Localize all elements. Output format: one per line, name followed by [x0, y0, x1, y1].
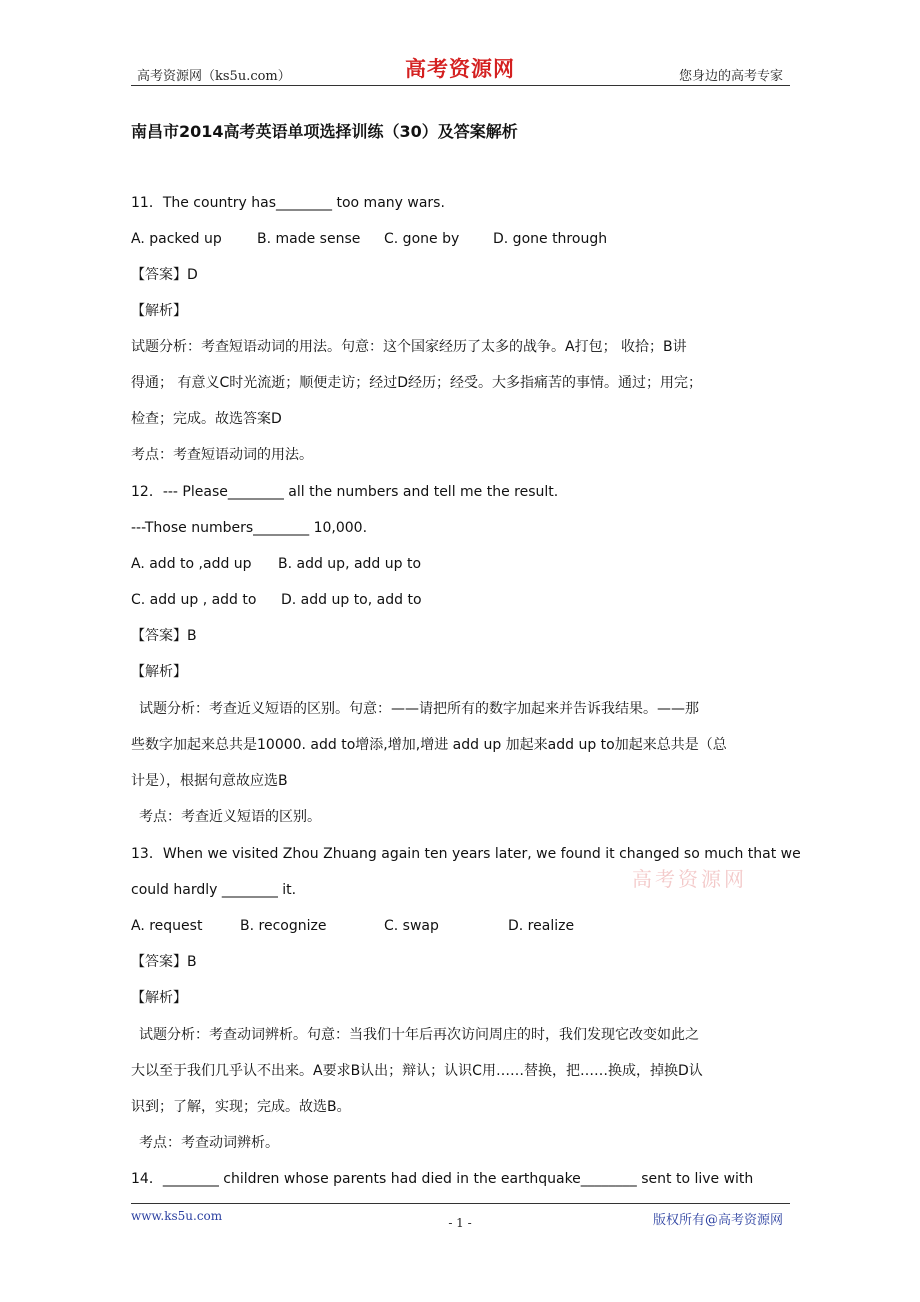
q13-answer: 【答案】B — [131, 954, 197, 970]
document-title: 南昌市2014高考英语单项选择训练（30）及答案解析 — [131, 122, 518, 141]
footer-copyright: 版权所有@高考资源网 — [652, 1213, 783, 1228]
header-slogan: 您身边的高考专家 — [678, 69, 783, 84]
q11-analysis-line: 检查；完成。故选答案D — [131, 411, 282, 427]
q12-answer: 【答案】B — [131, 628, 197, 644]
header-divider — [131, 85, 790, 86]
q13-analysis-line: 识到；了解，实现；完成。故选B。 — [131, 1099, 351, 1115]
q12-analysis-line: 些数字加起来总共是10000. add to增添,增加,增进 add up 加起来add up to加起来总共是（总 — [131, 737, 727, 753]
q11-stem: 11．The country has________ too many wars. — [131, 195, 445, 211]
q12-analysis-label: 【解析】 — [131, 664, 187, 680]
header-logo: 高考资源网 — [405, 56, 515, 81]
q12-analysis-line: 计是），根据句意故应选B — [131, 773, 288, 789]
q11-option-a: A. packed up — [131, 231, 222, 247]
q12-stem: 12．--- Please________ all the numbers and tell me the result. — [131, 484, 559, 500]
q11-point: 考点：考查短语动词的用法。 — [131, 447, 313, 463]
header-site-name: 高考资源网（ks5u.com） — [137, 69, 291, 84]
q13-analysis-line: 试题分析：考查动词辨析。句意：当我们十年后再次访问周庄的时，我们发现它改变如此之 — [139, 1027, 699, 1043]
q11-analysis-label: 【解析】 — [131, 303, 187, 319]
q14-stem: 14．________ children whose parents had died in the earthquake________ sent to live with — [131, 1171, 754, 1187]
q13-option-d: D. realize — [508, 918, 575, 934]
q12-option-b: B. add up, add up to — [278, 556, 422, 572]
q13-option-b: B. recognize — [240, 918, 327, 934]
q11-analysis-line: 得通； 有意义C时光流逝；顺便走访；经过D经历；经受。大多指痛苦的事情。通过；用完； — [131, 375, 703, 391]
watermark: 高考资源网 — [632, 867, 747, 891]
q11-analysis-line: 试题分析：考查短语动词的用法。句意：这个国家经历了太多的战争。A打包； 收拾；B讲 — [131, 339, 687, 355]
q13-analysis-label: 【解析】 — [131, 990, 187, 1006]
q13-analysis-line: 大以至于我们几乎认不出来。A要求B认出；辩认；认识C用……替换，把……换成，掉换D认 — [131, 1063, 703, 1079]
q12-stem-reply: ---Those numbers________ 10,000. — [131, 520, 368, 536]
q11-option-c: C. gone by — [384, 231, 460, 247]
page-number: - 1 - — [448, 1216, 472, 1230]
q12-option-c: C. add up , add to — [131, 592, 257, 608]
q11-option-d: D. gone through — [493, 231, 608, 247]
q13-stem: 13．When we visited Zhou Zhuang again ten years later, we found it changed so much that we — [131, 846, 801, 862]
q12-option-a: A. add to ,add up — [131, 556, 252, 572]
q13-point: 考点：考查动词辨析。 — [139, 1135, 279, 1151]
q13-option-c: C. swap — [384, 918, 439, 934]
q12-option-d: D. add up to, add to — [281, 592, 422, 608]
q11-option-b: B. made sense — [257, 231, 361, 247]
footer-divider — [131, 1203, 790, 1204]
footer-site-link[interactable]: www.ks5u.com — [131, 1209, 223, 1223]
q13-stem-cont: could hardly ________ it. — [131, 882, 297, 898]
q12-analysis-line: 试题分析：考查近义短语的区别。句意：——请把所有的数字加起来并告诉我结果。——那 — [139, 701, 699, 717]
q13-option-a: A. request — [131, 918, 203, 934]
q11-answer: 【答案】D — [131, 267, 198, 283]
q12-point: 考点：考查近义短语的区别。 — [139, 809, 321, 825]
